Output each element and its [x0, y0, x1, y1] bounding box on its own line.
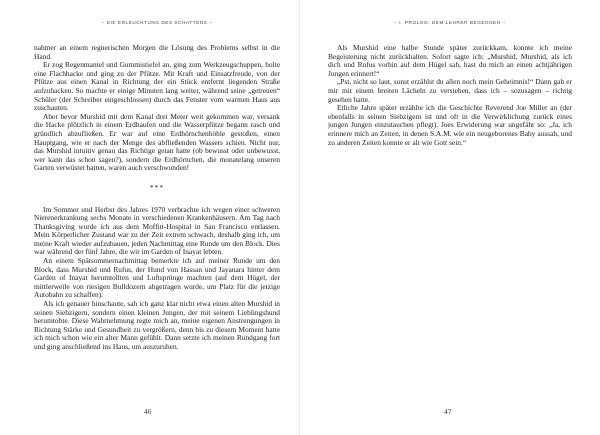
page-number: 47: [444, 407, 452, 416]
paragraph: Im Sommer und Herbst des Jahres 1970 verbrachte ich wegen einer schweren Nierenerkrankung sechs Monate in verschiedenen Krankenhäusern. Am Tag nach Thanksgiving wurde ich aus dem Moffitt-Hospital in San Francisco entlassen. Mein Körperlicher Zustand war zu der Zeit extrem schwach, deshalb ging ich, um meine Kraft wieder aufzubauen, jeden Nachmittag eine Runde um den Block. Dies war während der fünf Jahre, die wir im Garden of Inayat lebten.: [34, 204, 280, 257]
page-body: [328, 44, 572, 147]
right-page: [300, 0, 600, 435]
page-number: 46: [144, 407, 152, 416]
page-body: [34, 44, 280, 352]
paragraph: Er zog Regenmantel und Gummistiefel an, ging zum Werkzeugschuppen, holte eine Flachhacke und ging zu der Pfütze. Mit Kraft und Einsatzfreude, von der Pfütze aus einen Kanal in Richtung der ein Stück entfernt liegenden Straße aufzuhacken. So machte er einige Minuten lang weiter, während seine „getreuen“ Schüler (der Schreiber eingeschlossen) durch das Fenster vom warmen Haus aus zuschauten.: [34, 60, 280, 113]
paragraph: An einem Spätsommernachmittag bemerkte ich auf meiner Runde um den Block, dass Murshid und Rufus, der Hund von Hassan und Jayanara hinter dem Garden of Inayat herumtollten und Luftsprünge machten (auf dem Hügel, der mittlerweile von riesigen Bulldozern abgetragen wurde, um Platz für die jetzige Autobahn zu schaffen).: [34, 256, 280, 300]
paragraph: Als ich genauer hinschaute, sah ich ganz klar nicht etwa einen alten Murshid in seinen Siebzigern, sondern einen kleinen Jungen, der mit seinem Lieblingshund herumtobte. Diese Wahrnehmung regte mich an, meine eigenen Anstrengungen in Richtung Stärke und Gesundheit zu vergrößern, denn bis zu diesem Moment hatte ich mich schon wie ein alter Mann gefühlt. Dann setzte ich meinen Rundgang fort und ging anschließend ins Haus, um auszuruhen.: [34, 299, 280, 351]
paragraph: Etliche Jahre später erzählte ich die Geschichte Reverend Joe Miller an (der ebenfalls in seinen Siebzigern ist und oft in die Verwirklichung zurück eines jungen Jungen einzutauchen pflegt). Joes Erwiderung war ungefähr so: „Ja, ich erinnere mich an Zeiten, in denen S.A.M. wie ein neugeborenes Baby aussah, und zu anderen Zeiten konnte er alt wie Gott sein.“: [328, 103, 572, 147]
paragraph: nahmer an einem regnerischen Morgen die Lösung des Problems selbst in die Hand.: [34, 43, 280, 61]
running-header: – I. PROLOG: DEM LEHRER BEGEGNEN –: [394, 20, 506, 25]
paragraph: „Pst, nicht so laut, sonst erzählst du allen noch mein Geheimnis!“ Dann gab er mir mit einem breiten Lächeln zu verstehen, dass ich – sozusagen – richtig gesehen hatte.: [328, 77, 572, 104]
running-header: – DIE ERLEUCHTUNG DES SCHATTENS –: [101, 20, 213, 25]
section-separator: ***: [149, 182, 165, 192]
paragraph: Als Murshid eine halbe Stunde später zurückkam, konnte ich meine Begeisterung nicht zurückhalten. Sofort sagte ich: „Murshid, Murshid, als ich dich und Rufus vorhin auf dem Hügel sah, hast du mich an einen achtjährigen Jungen erinnert!“: [328, 43, 572, 78]
paragraph: Aber bevor Murshid mit dem Kanal drei Meter weit gekommen war, versank die Hacke plötzlich in einem Erdhaufen und die Wasserpfütze begann rasch und gründlich abzufließen. Er war auf eine Erdhörnchenhöhle gestoßen, einen Hauptgang, wie er nach der Menge des abfließenden Wassers schien. Nicht nur, das Murshid intuitiv genau das Richtige getan hatte (ob bewusst oder unbewusst, wer kann das schon sagen?), sondern die Erdhörnchen, die monatelang unseren Garten verwüstet hatten, waren auch verschwunden!: [34, 111, 280, 173]
